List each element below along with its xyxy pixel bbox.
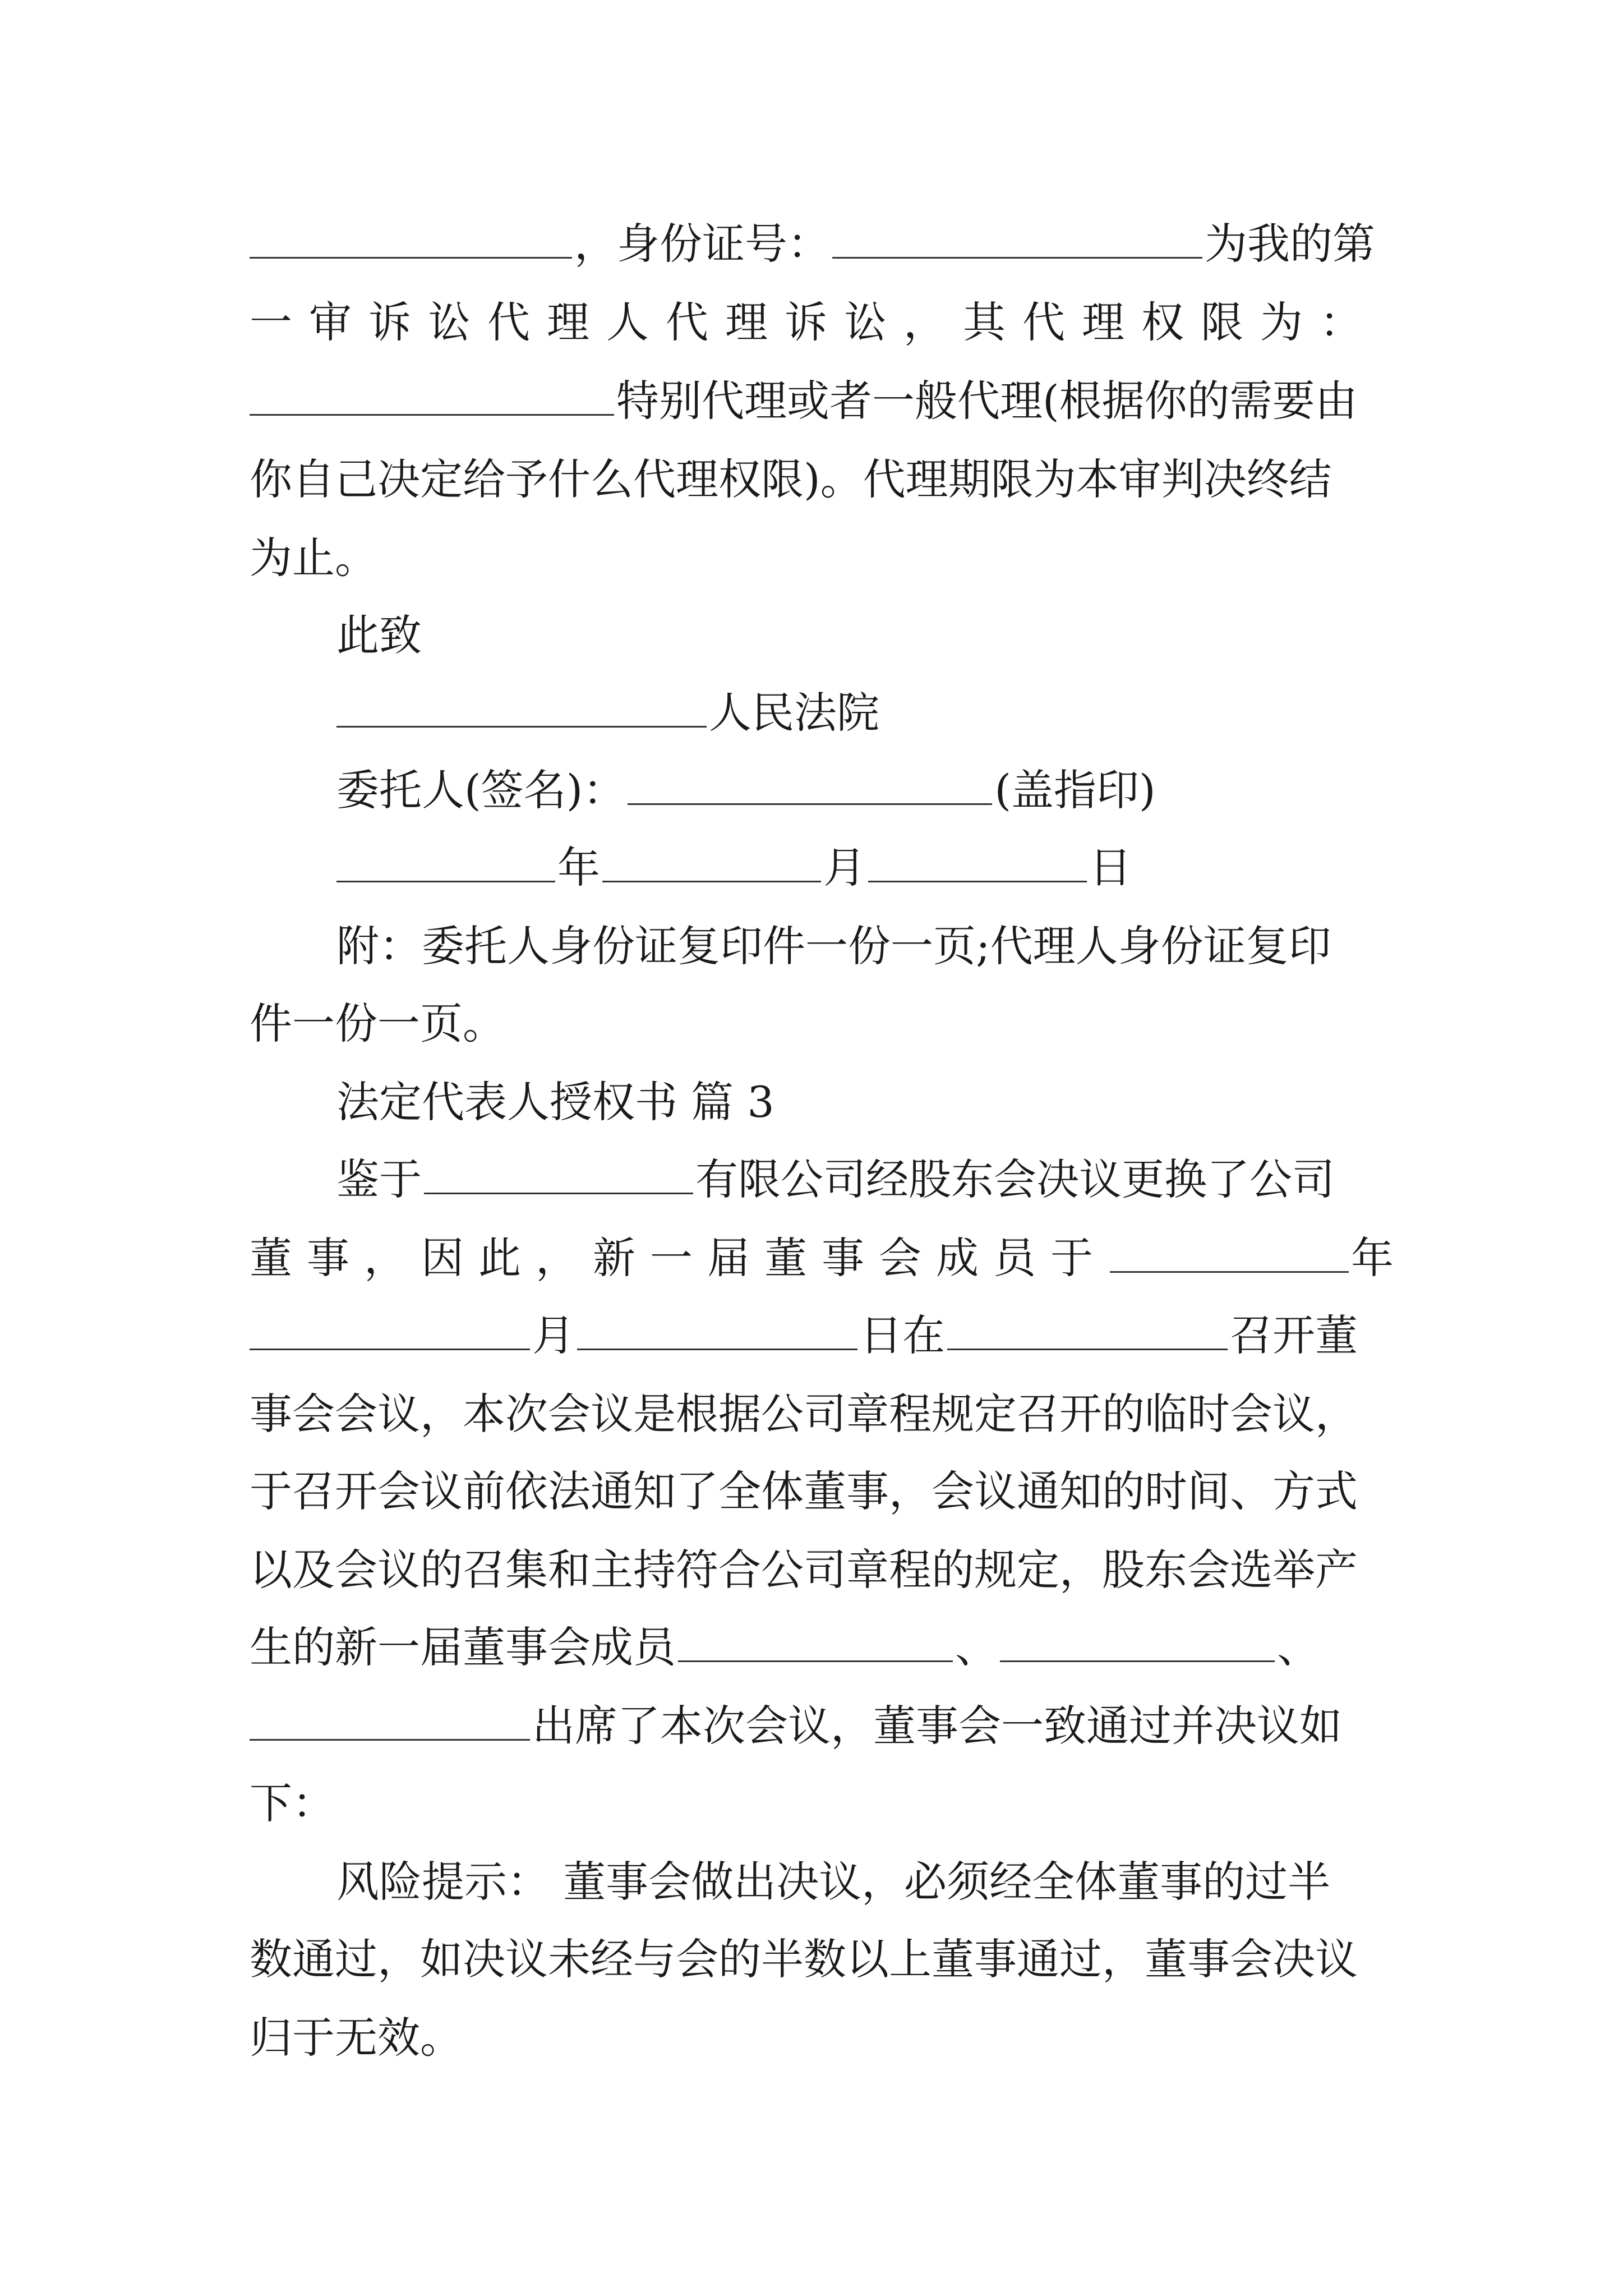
text-line-22 [336,1843,1394,1921]
text-meeting-month: 月 [532,1310,575,1360]
text-line-6 [336,596,1394,675]
text-line-3 [250,362,1394,440]
blank-field-company [424,1158,693,1194]
blank-field-member-3 [250,1704,530,1741]
text-id-label: ，身份证号： [574,219,830,269]
blank-field-member-2 [1000,1626,1275,1662]
text-line-16 [250,1375,1394,1453]
text-line-24 [250,1999,1394,2077]
text-meeting-year: 年 [1351,1233,1394,1283]
text-agency-period: 你自己决定给予什么代理权限)。代理期限为本审判决终结 [250,454,1332,504]
text-salutation: 此致 [336,610,422,660]
blank-field-signature [628,769,992,805]
text-company-resolution: 有限公司经股东会决议更换了公司 [695,1154,1335,1204]
text-majority: 数通过，如决议未经与会的半数以上董事通过，董事会决议 [250,1934,1358,1984]
blank-field-meeting-month [250,1314,530,1350]
text-attachment-cont: 件一份一页。 [250,999,505,1048]
text-line-13 [336,1140,1394,1219]
text-first-instance: 为我的第 [1205,219,1375,269]
blank-field-name [250,222,572,259]
text-line-12 [336,1063,1394,1142]
text-line-7 [336,674,1394,752]
text-separator-2: 、 [1277,1622,1320,1672]
text-line-18 [250,1531,1394,1609]
text-line-8 [336,751,1394,830]
text-agent-scope: 一审诉讼代理人代理诉讼，其代理权限为： [250,297,1379,347]
text-board-members: 生的新一届董事会成员 [250,1622,676,1672]
blank-field-meeting-place [947,1314,1228,1350]
text-day: 日 [1089,843,1132,892]
blank-field-member-1 [678,1626,953,1662]
section-heading: 法定代表人授权书 篇 3 [336,1077,774,1127]
text-line-9 [336,829,1394,907]
blank-field-court [336,691,707,728]
text-line-20 [250,1687,1394,1765]
text-convene: 召开董 [1230,1310,1358,1360]
text-fingerprint: (盖指印) [994,765,1156,815]
text-line-17 [250,1452,1394,1531]
text-risk-warning: 风险提示： 董事会做出决议，必须经全体董事的过半 [336,1857,1331,1907]
text-separator-1: 、 [955,1622,998,1672]
blank-field-year [336,846,555,882]
text-notice: 于召开会议前依法通知了全体董事，会议通知的时间、方式 [250,1466,1358,1516]
text-line-23 [250,1920,1394,1999]
text-peoples-court: 人民法院 [709,688,879,738]
text-year: 年 [557,843,600,892]
text-line-21 [250,1764,1394,1843]
text-whereas: 鉴于 [336,1154,422,1204]
blank-field-month [602,846,821,882]
blank-field-meeting-year [1110,1236,1349,1273]
text-until: 为止。 [250,533,377,583]
text-line-11 [250,984,1394,1063]
blank-field-authority [250,379,614,416]
text-line-14 [250,1219,1394,1297]
text-board-meeting: 事会会议，本次会议是根据公司章程规定召开的临时会议， [250,1389,1358,1439]
text-line-19 [250,1608,1394,1687]
blank-field-meeting-day [577,1314,857,1350]
text-line-4 [250,440,1394,519]
text-attachment: 附：委托人身份证复印件一份一页;代理人身份证复印 [336,921,1331,971]
text-special-agency: 特别代理或者一般代理(根据你的需要由 [616,376,1358,426]
blank-field-id-number [832,222,1202,259]
text-as-follows: 下： [250,1778,335,1828]
text-line-15 [250,1296,1394,1375]
blank-field-day [868,846,1087,882]
text-client-signature-label: 委托人(签名)： [336,765,626,815]
text-line-1 [250,205,1394,283]
text-line-10 [336,907,1394,986]
text-new-board: 董事，因此，新一届董事会成员于 [250,1233,1108,1283]
text-month: 月 [823,843,866,892]
text-line-2 [250,283,1394,362]
text-line-5 [250,519,1394,597]
text-meeting-day: 日在 [860,1310,945,1360]
text-invalid: 归于无效。 [250,2013,463,2063]
text-attended: 出席了本次会议，董事会一致通过并决议如 [532,1701,1342,1751]
text-convening: 以及会议的召集和主持符合公司章程的规定，股东会选举产 [250,1545,1358,1595]
